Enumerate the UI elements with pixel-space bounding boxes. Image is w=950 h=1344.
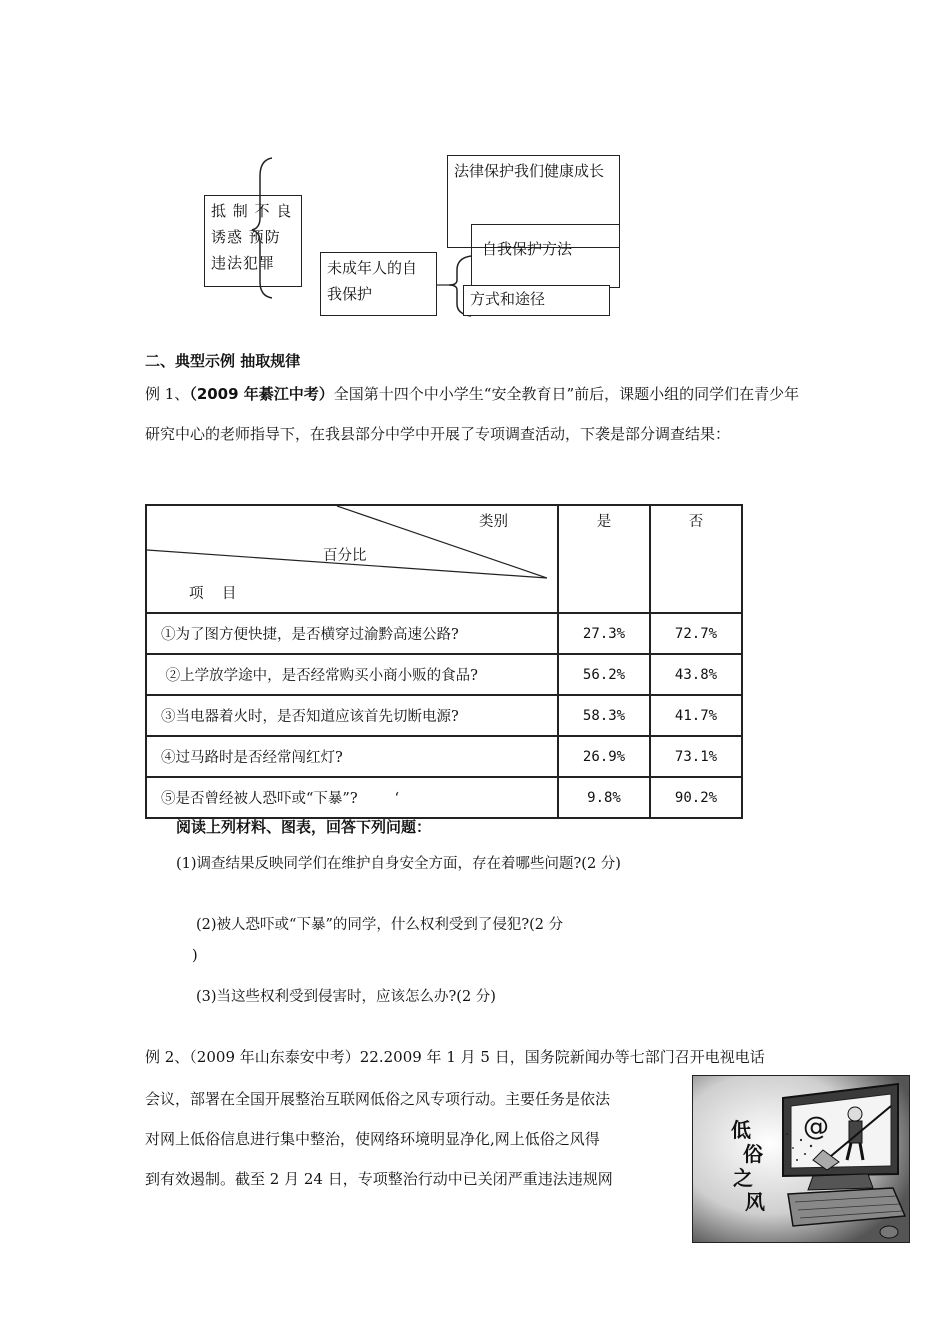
header-item: 项 目 bbox=[189, 586, 237, 602]
example1-text: 全国第十四个中小学生“安全教育日”前后，课题小组的同学们在青少年研究中心的老师指导下，在我县部分中学中开展了专项调查活动，下袭是部分调查结果： bbox=[145, 385, 800, 443]
example1-prefix: 例 1、 bbox=[145, 385, 190, 403]
example1-source: （2009 年綦江中考） bbox=[189, 385, 334, 403]
row-no-value: 72.7% bbox=[650, 613, 742, 654]
question-3: (3)当这些权利受到侵害时，应该怎么办?(2 分) bbox=[196, 989, 496, 1005]
table-row bbox=[146, 777, 742, 818]
row-question: ②上学放学途中，是否经常购买小商小贩的食品? bbox=[146, 654, 558, 695]
question-2: (2)被人恐吓或“下暴”的同学，什么权利受到了侵犯?(2 分 bbox=[196, 917, 564, 933]
example2-line-1: 例 2、（2009 年山东泰安中考）22.2009 年 1 月 5 日，国务院新闻办等七部门召开电视电话 bbox=[145, 1048, 765, 1066]
header-no: 否 bbox=[650, 505, 742, 613]
table-row bbox=[146, 736, 742, 777]
table-row bbox=[146, 654, 742, 695]
header-percent: 百分比 bbox=[323, 548, 367, 564]
diagram-box-resist-temptation: 抵 制 不 良 诱惑 预防 违法犯罪 bbox=[204, 195, 302, 287]
row-yes-value: 27.3% bbox=[558, 613, 650, 654]
row-question: ④过马路时是否经常闯红灯? bbox=[146, 736, 558, 777]
row-no-value: 90.2% bbox=[650, 777, 742, 818]
row-no-value: 43.8% bbox=[650, 654, 742, 695]
diagram-box-way: 方式和途径 bbox=[463, 285, 610, 316]
cartoon-text-2: 俗 bbox=[743, 1142, 763, 1166]
row-no-value: 41.7% bbox=[650, 695, 742, 736]
question-1: (1)调查结果反映同学们在维护自身安全方面，存在着哪些问题?(2 分) bbox=[176, 856, 621, 872]
header-category: 类别 bbox=[479, 514, 508, 530]
diagram-box-law-protection: 法律保护我们健康成长 bbox=[447, 155, 620, 248]
row-yes-value: 9.8% bbox=[558, 777, 650, 818]
row-yes-value: 58.3% bbox=[558, 695, 650, 736]
cartoon-text-3: 之 bbox=[733, 1166, 753, 1190]
cartoon-text-4: 风 bbox=[745, 1190, 765, 1214]
instruction: 阅读上列材料、图表，回答下列问题： bbox=[176, 818, 432, 836]
table-row bbox=[146, 613, 742, 654]
diagonal-header-cell bbox=[146, 505, 558, 613]
row-question: ①为了图方便快捷，是否横穿过渝黔高速公路? bbox=[146, 613, 558, 654]
table-row bbox=[146, 695, 742, 736]
row-yes-value: 26.9% bbox=[558, 736, 650, 777]
section-title: 二、典型示例 抽取规律 bbox=[145, 352, 301, 370]
diagram-box-self-protection: 未成年人的自我保护 bbox=[320, 252, 437, 316]
example1-paragraph bbox=[145, 374, 810, 454]
brace-left bbox=[246, 156, 276, 301]
header-yes: 是 bbox=[558, 505, 650, 613]
example2-line-3: 对网上低俗信息进行集中整治，使网络环境明显净化,网上低俗之风得 bbox=[145, 1130, 600, 1148]
question-2-tail: ) bbox=[192, 948, 198, 964]
row-yes-value: 56.2% bbox=[558, 654, 650, 695]
example2-line-4: 到有效遏制。截至 2 月 24 日，专项整治行动中已关闭严重违法违规网 bbox=[145, 1170, 613, 1188]
example2-line-2: 会议，部署在全国开展整治互联网低俗之风专项行动。主要任务是依法 bbox=[145, 1090, 611, 1108]
survey-table bbox=[145, 504, 743, 819]
diagram-box-method: 自我保护方法 bbox=[471, 224, 620, 288]
table-header-row bbox=[146, 505, 742, 613]
cartoon-at-sign: @ bbox=[803, 1112, 829, 1142]
row-no-value: 73.1% bbox=[650, 736, 742, 777]
cartoon-text-1: 低 bbox=[731, 1118, 751, 1142]
row-question: ⑤是否曾经被人恐吓或“下暴”? ‘ bbox=[146, 777, 558, 818]
row-question: ③当电器着火时，是否知道应该首先切断电源? bbox=[146, 695, 558, 736]
cartoon-illustration bbox=[692, 1075, 910, 1243]
cartoon-drawing bbox=[693, 1076, 910, 1243]
